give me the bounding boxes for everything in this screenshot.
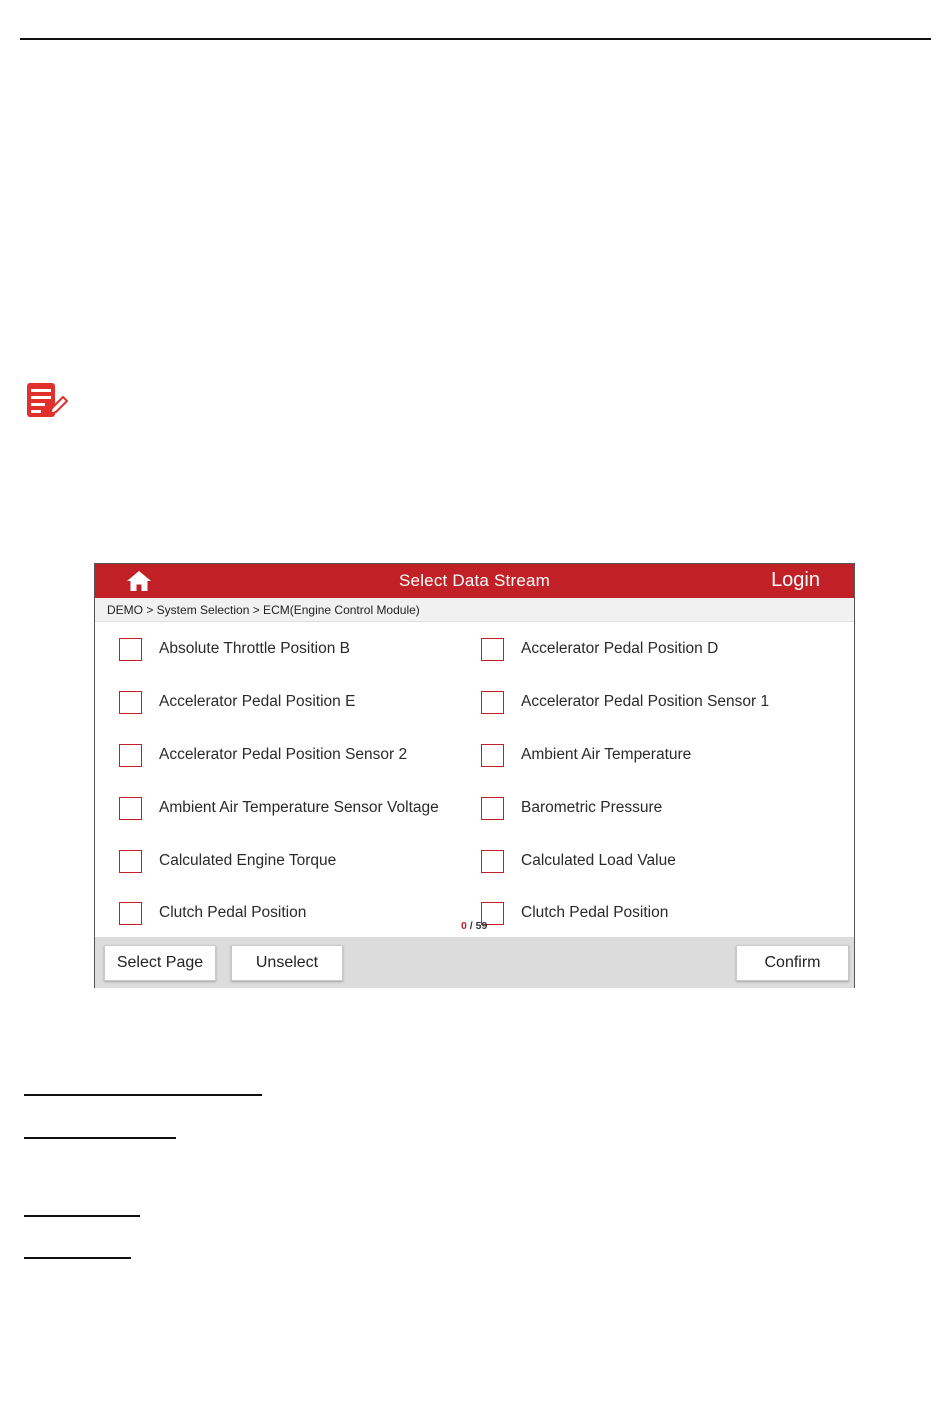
item-label: Calculated Load Value (521, 852, 676, 869)
list-item[interactable] (119, 740, 407, 770)
item-label: Accelerator Pedal Position D (521, 640, 719, 657)
checkbox[interactable] (481, 638, 504, 661)
item-label: Barometric Pressure (521, 799, 663, 816)
checkbox[interactable] (119, 850, 142, 873)
item-label: Calculated Engine Torque (159, 852, 337, 869)
checkbox[interactable] (481, 797, 504, 820)
list-item[interactable] (481, 793, 662, 823)
checkbox[interactable] (119, 902, 142, 925)
list-item[interactable] (119, 793, 439, 823)
confirm-button[interactable]: Confirm (736, 945, 849, 981)
login-button[interactable]: Login (771, 569, 820, 591)
list-item[interactable] (481, 687, 769, 717)
note-edit-icon (26, 382, 68, 418)
top-rule (20, 38, 931, 40)
item-label: Clutch Pedal Position (521, 904, 669, 921)
list-item[interactable] (481, 634, 718, 664)
underline-2 (24, 1137, 176, 1139)
list-item[interactable] (481, 740, 691, 770)
checkbox[interactable] (481, 744, 504, 767)
total-count: 59 (475, 920, 488, 932)
checkbox[interactable] (119, 797, 142, 820)
checkbox[interactable] (119, 744, 142, 767)
list-item[interactable] (119, 846, 336, 876)
item-label: Accelerator Pedal Position Sensor 2 (159, 746, 408, 763)
list-item[interactable] (119, 634, 350, 664)
underline-4 (24, 1257, 131, 1259)
item-label: Accelerator Pedal Position Sensor 1 (521, 693, 770, 710)
counter-separator: / (466, 920, 476, 932)
item-label: Clutch Pedal Position (159, 904, 307, 921)
underline-1 (24, 1094, 262, 1096)
list-item[interactable] (481, 846, 676, 876)
footer-toolbar (95, 937, 854, 988)
selection-counter (461, 920, 487, 932)
list-item[interactable] (119, 898, 306, 928)
select-page-button[interactable]: Select Page (104, 945, 216, 981)
checkbox[interactable] (119, 691, 142, 714)
item-label: Ambient Air Temperature Sensor Voltage (159, 799, 439, 816)
item-label: Ambient Air Temperature (521, 746, 692, 763)
checkbox[interactable] (481, 691, 504, 714)
item-label: Accelerator Pedal Position E (159, 693, 356, 710)
checkbox[interactable] (481, 850, 504, 873)
breadcrumb: DEMO > System Selection > ECM(Engine Control Module) (95, 598, 854, 622)
page-title: Select Data Stream (399, 571, 550, 590)
app-header (95, 564, 854, 598)
checkbox[interactable] (119, 638, 142, 661)
selected-count: 0 (461, 920, 467, 932)
device-screen (94, 563, 855, 988)
item-label: Absolute Throttle Position B (159, 640, 350, 657)
list-item[interactable] (481, 898, 668, 928)
data-stream-list (95, 622, 854, 937)
underline-3 (24, 1215, 140, 1217)
list-item[interactable] (119, 687, 355, 717)
unselect-button[interactable]: Unselect (231, 945, 343, 981)
